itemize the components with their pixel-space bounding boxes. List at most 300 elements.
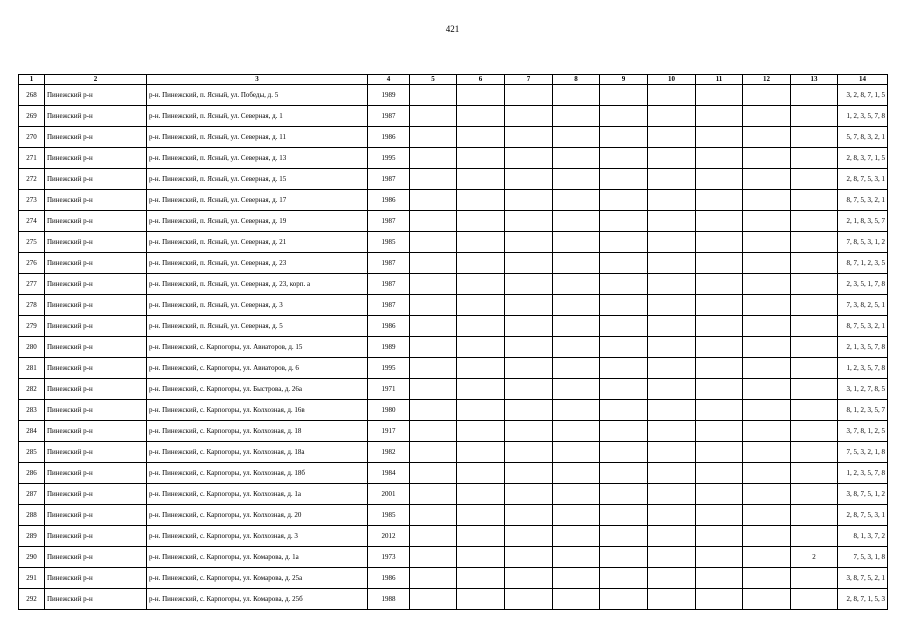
cell-col10 <box>648 400 696 421</box>
cell-col10 <box>648 547 696 568</box>
cell-code: 2, 1, 3, 5, 7, 8 <box>838 337 888 358</box>
cell-col8 <box>553 148 600 169</box>
cell-col9 <box>600 337 648 358</box>
cell-code: 1, 2, 3, 5, 7, 8 <box>838 106 888 127</box>
cell-col6 <box>457 463 505 484</box>
cell-col8 <box>553 232 600 253</box>
cell-col9 <box>600 379 648 400</box>
cell-col7 <box>505 526 553 547</box>
cell-col11 <box>696 442 743 463</box>
cell-number: 291 <box>19 568 45 589</box>
cell-address: р-н. Пинежский, с. Карпогоры, ул. Колхозная, д. 16в <box>147 400 368 421</box>
cell-year: 1989 <box>368 337 410 358</box>
cell-year: 2001 <box>368 484 410 505</box>
cell-col8 <box>553 295 600 316</box>
cell-col7 <box>505 421 553 442</box>
cell-col7 <box>505 400 553 421</box>
table-row <box>19 547 888 568</box>
cell-number: 270 <box>19 127 45 148</box>
cell-code: 3, 1, 2, 7, 8, 5 <box>838 379 888 400</box>
cell-col11 <box>696 190 743 211</box>
cell-year: 1982 <box>368 442 410 463</box>
cell-col10 <box>648 190 696 211</box>
cell-col13 <box>791 463 838 484</box>
cell-col6 <box>457 148 505 169</box>
cell-year: 1917 <box>368 421 410 442</box>
cell-col9 <box>600 400 648 421</box>
cell-number: 292 <box>19 589 45 610</box>
cell-col8 <box>553 568 600 589</box>
cell-col8 <box>553 190 600 211</box>
cell-col7 <box>505 232 553 253</box>
cell-col6 <box>457 400 505 421</box>
cell-col6 <box>457 337 505 358</box>
cell-col9 <box>600 85 648 106</box>
cell-code: 1, 2, 3, 5, 7, 8 <box>838 463 888 484</box>
cell-code: 2, 8, 7, 1, 5, 3 <box>838 589 888 610</box>
cell-col12 <box>743 379 791 400</box>
table-row <box>19 106 888 127</box>
cell-address: р-н. Пинежский, п. Ясный, ул. Северная, д. 21 <box>147 232 368 253</box>
cell-year: 1987 <box>368 169 410 190</box>
table-row <box>19 148 888 169</box>
cell-col7 <box>505 568 553 589</box>
cell-code: 8, 1, 3, 7, 2 <box>838 526 888 547</box>
cell-address: р-н. Пинежский, п. Ясный, ул. Северная, д. 11 <box>147 127 368 148</box>
cell-col8 <box>553 127 600 148</box>
cell-col8 <box>553 589 600 610</box>
cell-col10 <box>648 442 696 463</box>
cell-code: 2, 8, 7, 5, 3, 1 <box>838 169 888 190</box>
cell-col6 <box>457 190 505 211</box>
cell-col13 <box>791 379 838 400</box>
cell-col13 <box>791 316 838 337</box>
cell-district: Пинежский р-н <box>45 526 147 547</box>
cell-col13 <box>791 421 838 442</box>
header-row <box>19 75 888 85</box>
cell-year: 1986 <box>368 568 410 589</box>
cell-col13 <box>791 274 838 295</box>
table-row <box>19 379 888 400</box>
cell-col9 <box>600 526 648 547</box>
cell-col11 <box>696 337 743 358</box>
column-header: 4 <box>368 75 410 85</box>
cell-year: 1987 <box>368 106 410 127</box>
cell-col10 <box>648 337 696 358</box>
column-header: 10 <box>648 75 696 85</box>
table-row <box>19 295 888 316</box>
cell-col12 <box>743 589 791 610</box>
cell-district: Пинежский р-н <box>45 568 147 589</box>
cell-col7 <box>505 127 553 148</box>
cell-number: 279 <box>19 316 45 337</box>
cell-col12 <box>743 421 791 442</box>
cell-col10 <box>648 148 696 169</box>
cell-col5 <box>410 589 457 610</box>
cell-col11 <box>696 526 743 547</box>
cell-district: Пинежский р-н <box>45 421 147 442</box>
cell-col11 <box>696 484 743 505</box>
cell-col11 <box>696 232 743 253</box>
cell-district: Пинежский р-н <box>45 547 147 568</box>
cell-col11 <box>696 505 743 526</box>
cell-code: 7, 5, 3, 2, 1, 8 <box>838 442 888 463</box>
cell-col11 <box>696 463 743 484</box>
table-row <box>19 589 888 610</box>
table-row <box>19 505 888 526</box>
cell-col10 <box>648 505 696 526</box>
cell-col7 <box>505 484 553 505</box>
cell-number: 281 <box>19 358 45 379</box>
cell-col10 <box>648 295 696 316</box>
cell-number: 280 <box>19 337 45 358</box>
cell-col10 <box>648 589 696 610</box>
cell-col8 <box>553 421 600 442</box>
cell-col5 <box>410 106 457 127</box>
cell-col13 <box>791 589 838 610</box>
cell-year: 1984 <box>368 463 410 484</box>
column-header: 3 <box>147 75 368 85</box>
cell-col5 <box>410 568 457 589</box>
cell-col13 <box>791 148 838 169</box>
cell-address: р-н. Пинежский, с. Карпогоры, ул. Колхозная, д. 18 <box>147 421 368 442</box>
cell-col12 <box>743 106 791 127</box>
cell-col13 <box>791 211 838 232</box>
cell-col7 <box>505 295 553 316</box>
table-row <box>19 400 888 421</box>
table-row <box>19 337 888 358</box>
table-row <box>19 127 888 148</box>
cell-col13 <box>791 568 838 589</box>
cell-district: Пинежский р-н <box>45 253 147 274</box>
cell-number: 268 <box>19 85 45 106</box>
cell-address: р-н. Пинежский, п. Ясный, ул. Северная, д. 13 <box>147 148 368 169</box>
cell-district: Пинежский р-н <box>45 379 147 400</box>
cell-number: 275 <box>19 232 45 253</box>
cell-district: Пинежский р-н <box>45 190 147 211</box>
cell-district: Пинежский р-н <box>45 85 147 106</box>
cell-district: Пинежский р-н <box>45 337 147 358</box>
cell-col8 <box>553 442 600 463</box>
cell-col5 <box>410 358 457 379</box>
cell-address: р-н. Пинежский, с. Карпогоры, ул. Комарова, д. 25б <box>147 589 368 610</box>
cell-address: р-н. Пинежский, с. Карпогоры, ул. Быстрова, д. 26а <box>147 379 368 400</box>
cell-number: 287 <box>19 484 45 505</box>
cell-col12 <box>743 568 791 589</box>
cell-col12 <box>743 358 791 379</box>
cell-col13 <box>791 337 838 358</box>
cell-col7 <box>505 148 553 169</box>
cell-address: р-н. Пинежский, п. Ясный, ул. Победы, д. 5 <box>147 85 368 106</box>
cell-col9 <box>600 274 648 295</box>
cell-col12 <box>743 316 791 337</box>
cell-col13 <box>791 505 838 526</box>
cell-col11 <box>696 127 743 148</box>
cell-number: 285 <box>19 442 45 463</box>
cell-col12 <box>743 547 791 568</box>
cell-col7 <box>505 589 553 610</box>
cell-col7 <box>505 253 553 274</box>
cell-address: р-н. Пинежский, п. Ясный, ул. Северная, д. 19 <box>147 211 368 232</box>
cell-col6 <box>457 232 505 253</box>
cell-col10 <box>648 274 696 295</box>
cell-number: 271 <box>19 148 45 169</box>
cell-col6 <box>457 316 505 337</box>
cell-col9 <box>600 589 648 610</box>
cell-col9 <box>600 484 648 505</box>
cell-col6 <box>457 547 505 568</box>
cell-code: 5, 7, 8, 3, 2, 1 <box>838 127 888 148</box>
cell-col10 <box>648 484 696 505</box>
cell-col12 <box>743 148 791 169</box>
cell-col5 <box>410 148 457 169</box>
cell-col11 <box>696 379 743 400</box>
page-number: 421 <box>445 24 460 34</box>
cell-col10 <box>648 526 696 547</box>
cell-address: р-н. Пинежский, с. Карпогоры, ул. Колхозная, д. 3 <box>147 526 368 547</box>
cell-district: Пинежский р-н <box>45 127 147 148</box>
cell-number: 278 <box>19 295 45 316</box>
cell-address: р-н. Пинежский, п. Ясный, ул. Северная, д. 17 <box>147 190 368 211</box>
cell-year: 1985 <box>368 505 410 526</box>
cell-col5 <box>410 253 457 274</box>
cell-col12 <box>743 337 791 358</box>
cell-col9 <box>600 316 648 337</box>
cell-year: 2012 <box>368 526 410 547</box>
cell-col10 <box>648 169 696 190</box>
table-body <box>19 85 888 610</box>
cell-col7 <box>505 337 553 358</box>
cell-col11 <box>696 316 743 337</box>
cell-col5 <box>410 274 457 295</box>
cell-number: 290 <box>19 547 45 568</box>
column-header: 8 <box>553 75 600 85</box>
cell-district: Пинежский р-н <box>45 106 147 127</box>
cell-col6 <box>457 211 505 232</box>
cell-col12 <box>743 484 791 505</box>
cell-col9 <box>600 463 648 484</box>
cell-code: 8, 7, 5, 3, 2, 1 <box>838 190 888 211</box>
cell-col9 <box>600 106 648 127</box>
cell-code: 7, 8, 5, 3, 1, 2 <box>838 232 888 253</box>
cell-col5 <box>410 295 457 316</box>
cell-col10 <box>648 421 696 442</box>
cell-year: 1971 <box>368 379 410 400</box>
cell-year: 1980 <box>368 400 410 421</box>
cell-col11 <box>696 148 743 169</box>
cell-col5 <box>410 316 457 337</box>
cell-col7 <box>505 169 553 190</box>
cell-col8 <box>553 85 600 106</box>
cell-district: Пинежский р-н <box>45 505 147 526</box>
table-row <box>19 358 888 379</box>
cell-code: 8, 1, 2, 3, 5, 7 <box>838 400 888 421</box>
cell-code: 3, 8, 7, 5, 1, 2 <box>838 484 888 505</box>
cell-col5 <box>410 421 457 442</box>
cell-number: 283 <box>19 400 45 421</box>
cell-year: 1986 <box>368 190 410 211</box>
cell-col12 <box>743 253 791 274</box>
cell-col12 <box>743 400 791 421</box>
cell-code: 3, 2, 8, 7, 1, 5 <box>838 85 888 106</box>
cell-col9 <box>600 547 648 568</box>
cell-address: р-н. Пинежский, с. Карпогоры, ул. Колхозная, д. 18а <box>147 442 368 463</box>
cell-col11 <box>696 169 743 190</box>
cell-col6 <box>457 253 505 274</box>
cell-col8 <box>553 547 600 568</box>
cell-col7 <box>505 190 553 211</box>
cell-district: Пинежский р-н <box>45 358 147 379</box>
cell-col5 <box>410 484 457 505</box>
cell-col6 <box>457 106 505 127</box>
cell-number: 284 <box>19 421 45 442</box>
cell-col7 <box>505 379 553 400</box>
cell-col11 <box>696 211 743 232</box>
cell-col6 <box>457 421 505 442</box>
cell-code: 8, 7, 5, 3, 2, 1 <box>838 316 888 337</box>
column-header: 12 <box>743 75 791 85</box>
cell-col12 <box>743 85 791 106</box>
cell-district: Пинежский р-н <box>45 400 147 421</box>
cell-code: 1, 2, 3, 5, 7, 8 <box>838 358 888 379</box>
cell-col9 <box>600 442 648 463</box>
cell-col11 <box>696 547 743 568</box>
cell-number: 276 <box>19 253 45 274</box>
cell-number: 277 <box>19 274 45 295</box>
cell-col7 <box>505 442 553 463</box>
cell-code: 3, 7, 8, 1, 2, 5 <box>838 421 888 442</box>
cell-col6 <box>457 358 505 379</box>
table-row <box>19 211 888 232</box>
cell-col11 <box>696 85 743 106</box>
cell-col7 <box>505 106 553 127</box>
table-row <box>19 526 888 547</box>
cell-col13 <box>791 295 838 316</box>
cell-col13 <box>791 484 838 505</box>
table-row <box>19 274 888 295</box>
cell-col11 <box>696 568 743 589</box>
cell-col12 <box>743 190 791 211</box>
cell-district: Пинежский р-н <box>45 274 147 295</box>
cell-code: 7, 5, 3, 1, 8 <box>838 547 888 568</box>
cell-col5 <box>410 127 457 148</box>
table-row <box>19 442 888 463</box>
table-row <box>19 421 888 442</box>
cell-col8 <box>553 505 600 526</box>
cell-code: 2, 8, 7, 5, 3, 1 <box>838 505 888 526</box>
cell-address: р-н. Пинежский, с. Карпогоры, ул. Комарова, д. 25а <box>147 568 368 589</box>
cell-number: 282 <box>19 379 45 400</box>
cell-col6 <box>457 295 505 316</box>
cell-col13 <box>791 232 838 253</box>
cell-number: 273 <box>19 190 45 211</box>
cell-address: р-н. Пинежский, с. Карпогоры, ул. Комарова, д. 1а <box>147 547 368 568</box>
cell-number: 286 <box>19 463 45 484</box>
column-header: 9 <box>600 75 648 85</box>
cell-district: Пинежский р-н <box>45 442 147 463</box>
cell-col13: 2 <box>791 547 838 568</box>
cell-col13 <box>791 400 838 421</box>
cell-col13 <box>791 106 838 127</box>
cell-col8 <box>553 526 600 547</box>
table-row <box>19 169 888 190</box>
cell-address: р-н. Пинежский, п. Ясный, ул. Северная, д. 3 <box>147 295 368 316</box>
cell-col10 <box>648 358 696 379</box>
cell-col9 <box>600 127 648 148</box>
cell-col8 <box>553 400 600 421</box>
cell-col12 <box>743 169 791 190</box>
cell-col13 <box>791 127 838 148</box>
column-header: 5 <box>410 75 457 85</box>
cell-number: 289 <box>19 526 45 547</box>
cell-code: 7, 3, 8, 2, 5, 1 <box>838 295 888 316</box>
cell-code: 8, 7, 1, 2, 3, 5 <box>838 253 888 274</box>
column-header: 2 <box>45 75 147 85</box>
cell-district: Пинежский р-н <box>45 463 147 484</box>
cell-col8 <box>553 379 600 400</box>
cell-col6 <box>457 589 505 610</box>
cell-col13 <box>791 169 838 190</box>
cell-col8 <box>553 463 600 484</box>
cell-col7 <box>505 211 553 232</box>
table-row <box>19 190 888 211</box>
cell-address: р-н. Пинежский, п. Ясный, ул. Северная, д. 23 <box>147 253 368 274</box>
table-row <box>19 85 888 106</box>
column-header: 14 <box>838 75 888 85</box>
cell-col11 <box>696 589 743 610</box>
cell-year: 1995 <box>368 148 410 169</box>
cell-col9 <box>600 568 648 589</box>
cell-col6 <box>457 526 505 547</box>
cell-year: 1986 <box>368 127 410 148</box>
cell-col9 <box>600 232 648 253</box>
cell-district: Пинежский р-н <box>45 232 147 253</box>
cell-col9 <box>600 190 648 211</box>
cell-col10 <box>648 106 696 127</box>
table-row <box>19 484 888 505</box>
cell-col13 <box>791 526 838 547</box>
column-header: 1 <box>19 75 45 85</box>
cell-code: 3, 8, 7, 5, 2, 1 <box>838 568 888 589</box>
housing-register-table <box>18 74 888 610</box>
cell-col6 <box>457 379 505 400</box>
cell-col8 <box>553 211 600 232</box>
cell-district: Пинежский р-н <box>45 211 147 232</box>
table-row <box>19 568 888 589</box>
cell-code: 2, 3, 5, 1, 7, 8 <box>838 274 888 295</box>
cell-col6 <box>457 85 505 106</box>
cell-col7 <box>505 463 553 484</box>
cell-col9 <box>600 505 648 526</box>
cell-col11 <box>696 400 743 421</box>
cell-year: 1988 <box>368 589 410 610</box>
cell-col12 <box>743 463 791 484</box>
cell-year: 1987 <box>368 295 410 316</box>
cell-col10 <box>648 316 696 337</box>
table-row <box>19 316 888 337</box>
cell-address: р-н. Пинежский, с. Карпогоры, ул. Колхозная, д. 18б <box>147 463 368 484</box>
cell-address: р-н. Пинежский, с. Карпогоры, ул. Авиаторов, д. 6 <box>147 358 368 379</box>
cell-col12 <box>743 505 791 526</box>
cell-col12 <box>743 232 791 253</box>
cell-col10 <box>648 232 696 253</box>
cell-col9 <box>600 253 648 274</box>
cell-number: 274 <box>19 211 45 232</box>
cell-col5 <box>410 526 457 547</box>
cell-col5 <box>410 400 457 421</box>
cell-col7 <box>505 274 553 295</box>
cell-col6 <box>457 274 505 295</box>
